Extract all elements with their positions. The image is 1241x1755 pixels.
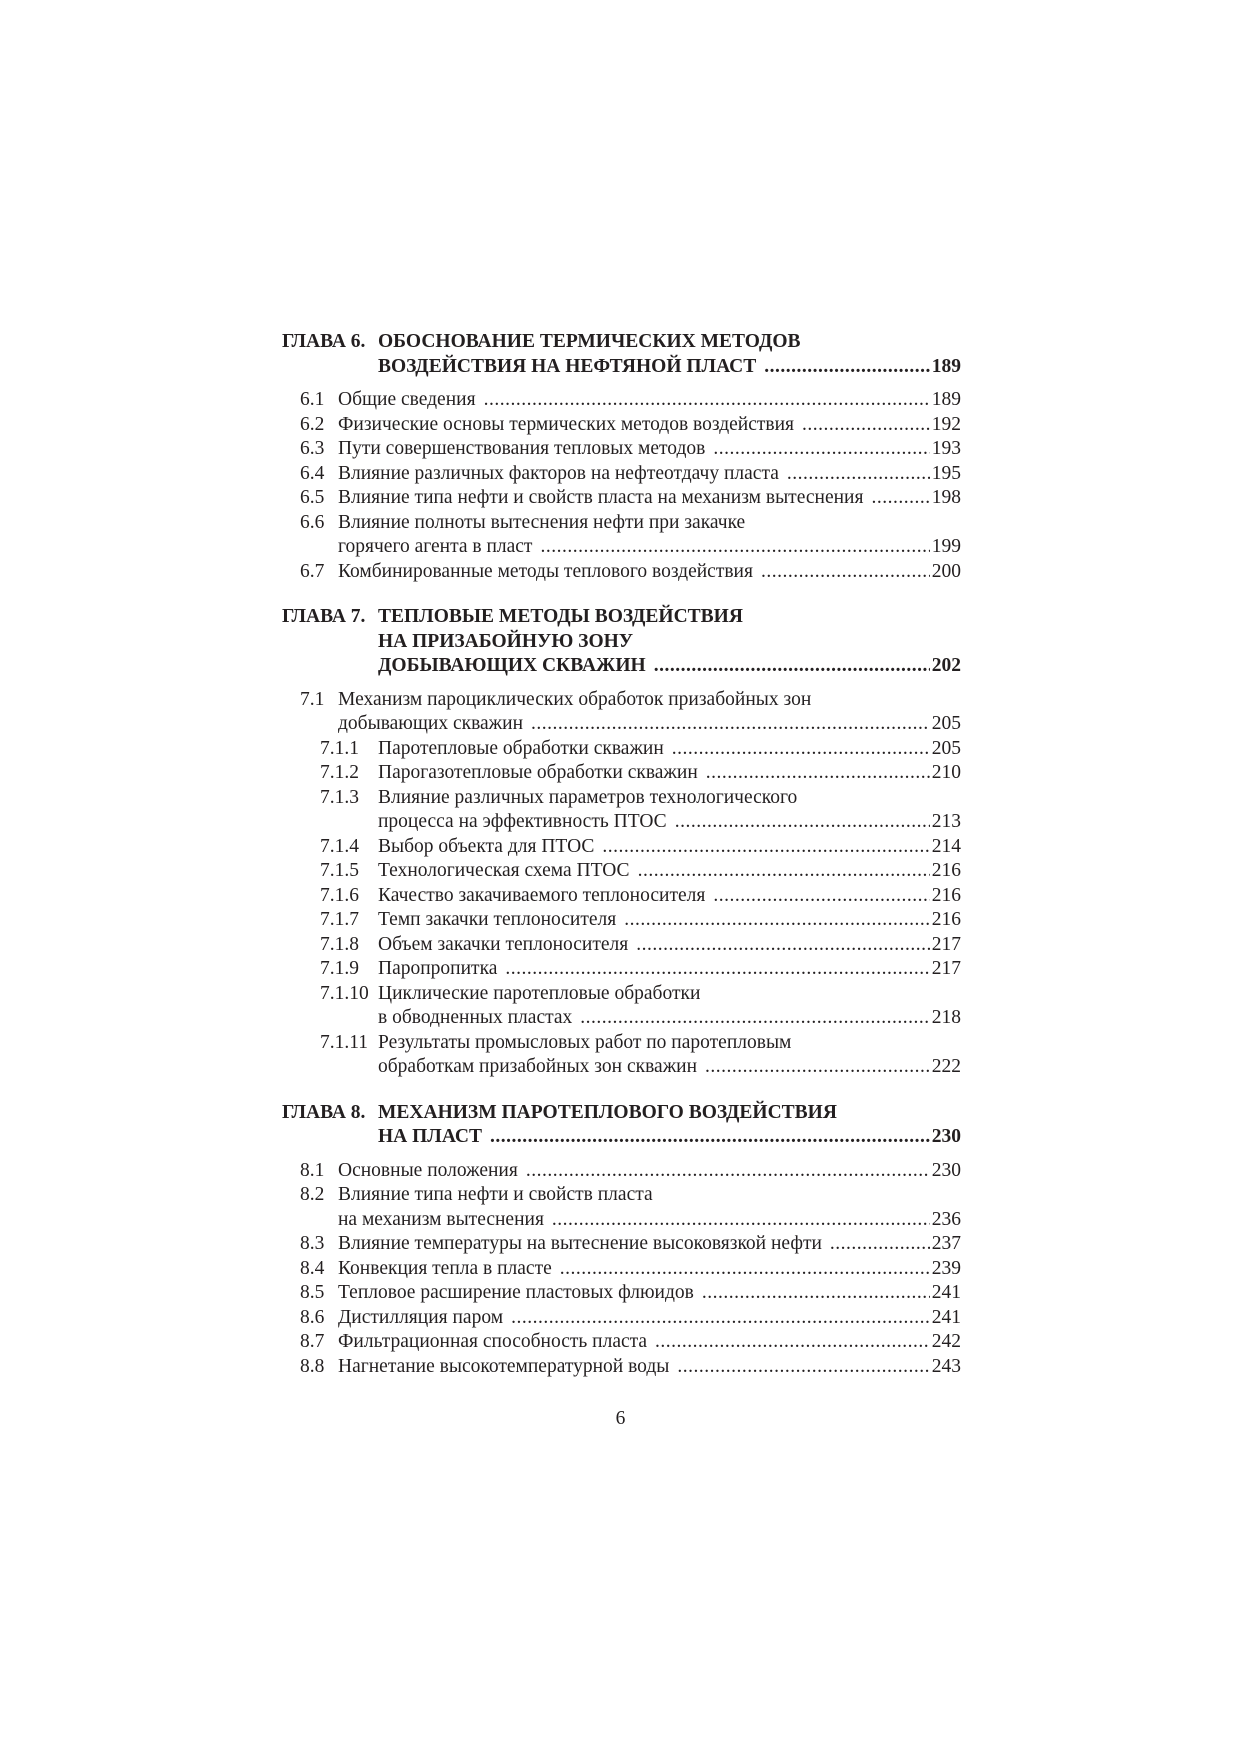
- section-number: 7.1.6: [320, 884, 359, 906]
- section-title: [338, 437, 961, 462]
- section-page: 193: [931, 438, 961, 459]
- section-title: [378, 786, 961, 835]
- dot-leader: [830, 1232, 930, 1257]
- dot-leader: [552, 1208, 930, 1233]
- chapter-label: ГЛАВА 7.: [282, 606, 366, 627]
- dot-leader: [802, 413, 930, 438]
- dot-leader: [706, 761, 930, 786]
- dot-leader: [526, 1159, 930, 1184]
- section-leader-line: [338, 1232, 961, 1257]
- toc-entry[interactable]: [282, 486, 961, 511]
- section-leader-line: [338, 535, 961, 560]
- section-title: Паропропитка: [378, 958, 498, 979]
- section-page: 241: [931, 1282, 961, 1303]
- toc-entry[interactable]: [282, 1355, 961, 1380]
- section-leader-line: [378, 1006, 961, 1031]
- section-page: 236: [931, 1208, 961, 1230]
- toc-entry[interactable]: [282, 859, 961, 884]
- section-title: Комбинированные методы теплового воздействия: [338, 560, 753, 582]
- section-title: [338, 1257, 961, 1282]
- section-title-line: Влияние различных параметров технологического: [378, 786, 798, 808]
- chapter-title: ДОБЫВАЮЩИХ СКВАЖИН: [378, 655, 646, 676]
- section-title-line: Механизм пароциклических обработок призабойных зон: [338, 688, 812, 710]
- section-title: [338, 486, 961, 511]
- chapter-page: 230: [931, 1126, 961, 1147]
- toc-entry[interactable]: [282, 737, 961, 762]
- section-number-text: 8.4: [300, 1257, 325, 1279]
- section-leader-line: [378, 835, 961, 860]
- dot-leader: [672, 737, 930, 762]
- section-number-text: 8.8: [300, 1355, 325, 1377]
- section-number: 7.1.3: [320, 786, 359, 808]
- section-title: [338, 1330, 961, 1355]
- toc-entry[interactable]: [282, 982, 961, 1031]
- section-leader-line: [338, 560, 961, 585]
- section-number: 7.1.8: [320, 933, 359, 955]
- section-page: 199: [931, 536, 961, 557]
- section-title-line: Влияние полноты вытеснения нефти при закачке: [338, 511, 746, 533]
- section-page: 222: [931, 1056, 961, 1077]
- section-page: 189: [931, 389, 961, 410]
- toc-entry[interactable]: [282, 511, 961, 560]
- section-number: [282, 1232, 324, 1257]
- section-number: [282, 1281, 324, 1306]
- section-leader-line: [338, 388, 961, 413]
- section-title: [338, 1306, 961, 1331]
- chapter-title: [378, 330, 961, 379]
- section-title: [378, 908, 961, 933]
- section-title: Технологическая схема ПТОС: [378, 860, 630, 881]
- section-number-text: 6.7: [300, 560, 325, 582]
- section-title: [338, 388, 961, 413]
- section-number-text: 8.6: [300, 1306, 325, 1328]
- dot-leader: [761, 560, 930, 585]
- toc-entry[interactable]: [282, 1183, 961, 1232]
- section-title: Нагнетание высокотемпературной воды: [338, 1355, 670, 1377]
- section-number: [282, 560, 324, 585]
- chapter-title-line: ТЕПЛОВЫЕ МЕТОДЫ ВОЗДЕЙСТВИЯ: [378, 606, 743, 627]
- section-leader-line: [378, 884, 961, 909]
- section-number: 7.1.5: [320, 860, 359, 881]
- section-number-text: 6.5: [300, 487, 325, 508]
- section-number: 7.1.4: [320, 835, 359, 857]
- dot-leader: [871, 486, 929, 511]
- toc-entry[interactable]: [282, 1232, 961, 1257]
- chapter-title: [378, 1101, 961, 1150]
- section-leader-line: [338, 437, 961, 462]
- section-title: [338, 1281, 961, 1306]
- dot-leader: [764, 355, 929, 380]
- toc-entry[interactable]: [282, 388, 961, 413]
- section-title: процесса на эффективность ПТОС: [378, 811, 667, 832]
- section-title: Пути совершенствования тепловых методов: [338, 438, 706, 459]
- table-of-contents: [282, 330, 961, 1379]
- section-leader-line: [378, 957, 961, 982]
- dot-leader: [675, 810, 930, 835]
- section-number: [282, 1306, 324, 1331]
- toc-entry[interactable]: [282, 437, 961, 462]
- section-title: [378, 957, 961, 982]
- section-title: Физические основы термических методов воздействия: [338, 413, 795, 435]
- toc-entry[interactable]: [282, 1031, 961, 1080]
- section-title: Общие сведения: [338, 389, 476, 410]
- section-title: [378, 933, 961, 958]
- section-title: Паротепловые обработки скважин: [378, 737, 664, 759]
- chapter-label: ГЛАВА 6.: [282, 331, 366, 352]
- chapter-heading[interactable]: [282, 330, 961, 379]
- section-page: 205: [931, 713, 961, 734]
- dot-leader: [624, 908, 930, 933]
- section-number: 7.1.7: [320, 909, 359, 930]
- section-title: [338, 1355, 961, 1380]
- chapter-label: ГЛАВА 8.: [282, 1101, 366, 1123]
- section-title: Влияние температуры на вытеснение высоковязкой нефти: [338, 1233, 822, 1254]
- dot-leader: [505, 957, 929, 982]
- section-page: 218: [931, 1007, 961, 1028]
- section-number-text: 6.3: [300, 438, 325, 459]
- section-title: в обводненных пластах: [378, 1007, 573, 1028]
- section-title: [338, 560, 961, 585]
- section-number: [282, 1257, 324, 1282]
- section-title: [338, 1232, 961, 1257]
- section-number: [282, 437, 324, 462]
- section-title-line: Влияние типа нефти и свойств пласта: [338, 1184, 653, 1205]
- section-page: 239: [931, 1257, 961, 1279]
- section-title: Влияние различных факторов на нефтеотдачу пласта: [338, 462, 779, 484]
- section-number: [282, 1183, 324, 1232]
- dot-leader: [702, 1281, 930, 1306]
- dot-leader: [638, 859, 930, 884]
- toc-entry[interactable]: [282, 957, 961, 982]
- toc-entry[interactable]: [282, 835, 961, 860]
- toc-entry[interactable]: [282, 786, 961, 835]
- toc-entry[interactable]: [282, 884, 961, 909]
- section-leader-line: [378, 761, 961, 786]
- page-number: 6: [615, 1408, 626, 1429]
- dot-leader: [787, 462, 930, 487]
- section-leader-line: [338, 1355, 961, 1380]
- chapter-title-line: МЕХАНИЗМ ПАРОТЕПЛОВОГО ВОЗДЕЙСТВИЯ: [378, 1101, 837, 1123]
- section-title: [378, 982, 961, 1031]
- chapter-title: ВОЗДЕЙСТВИЯ НА НЕФТЯНОЙ ПЛАСТ: [378, 355, 757, 377]
- section-number: [282, 486, 324, 511]
- section-number-text: 8.3: [300, 1233, 325, 1254]
- dot-leader: [580, 1006, 929, 1031]
- section-leader-line: [338, 1281, 961, 1306]
- section-leader-line: [338, 486, 961, 511]
- section-number-text: 8.7: [300, 1331, 325, 1352]
- section-title: добывающих скважин: [338, 713, 524, 734]
- section-page: 217: [931, 958, 961, 979]
- section-page: 198: [931, 487, 961, 508]
- dot-leader: [540, 535, 929, 560]
- section-number-text: 6.2: [300, 413, 325, 435]
- section-number-text: 6.6: [300, 511, 325, 533]
- section-leader-line: [378, 1055, 961, 1080]
- section-title: Фильтрационная способность пласта: [338, 1331, 648, 1352]
- section-page: 216: [931, 909, 961, 930]
- dot-leader: [705, 1055, 930, 1080]
- section-title: Влияние типа нефти и свойств пласта на механизм вытеснения: [338, 487, 864, 508]
- toc-entry[interactable]: [282, 761, 961, 786]
- section-title: горячего агента в пласт: [338, 536, 533, 557]
- chapter-leader-line: [378, 654, 961, 679]
- section-title: Конвекция тепла в пласте: [338, 1257, 552, 1279]
- section-leader-line: [338, 1208, 961, 1233]
- section-title: [378, 859, 961, 884]
- section-number: [282, 1355, 324, 1380]
- section-title: [338, 413, 961, 438]
- section-page: 200: [931, 560, 961, 582]
- section-title: [378, 737, 961, 762]
- dot-leader: [511, 1306, 930, 1331]
- section-page: 216: [931, 884, 961, 906]
- dot-leader: [654, 654, 930, 679]
- section-number: [282, 1159, 324, 1184]
- dot-leader: [531, 712, 930, 737]
- section-leader-line: [378, 859, 961, 884]
- section-title: на механизм вытеснения: [338, 1208, 544, 1230]
- section-page: 241: [931, 1306, 961, 1328]
- section-title: Выбор объекта для ПТОС: [378, 835, 595, 857]
- dot-leader: [490, 1125, 930, 1150]
- dot-leader: [484, 388, 930, 413]
- section-title: Тепловое расширение пластовых флюидов: [338, 1282, 694, 1303]
- toc-entry[interactable]: [282, 688, 961, 737]
- section-page: 230: [931, 1159, 961, 1181]
- section-number: 7.1.1: [320, 737, 359, 759]
- chapter-leader-line: [378, 355, 961, 380]
- dot-leader: [560, 1257, 930, 1282]
- section-number: [282, 462, 324, 487]
- toc-entry[interactable]: [282, 560, 961, 585]
- section-title-line: Циклические паротепловые обработки: [378, 982, 701, 1004]
- section-page: 242: [931, 1331, 961, 1352]
- chapter-leader-line: [378, 1125, 961, 1150]
- section-number: 7.1.9: [320, 958, 359, 979]
- section-title: [378, 835, 961, 860]
- section-number: [282, 1330, 324, 1355]
- section-number-text: 8.5: [300, 1282, 325, 1303]
- toc-entry[interactable]: [282, 1330, 961, 1355]
- chapter-page: 189: [931, 355, 961, 377]
- section-number-text: 8.1: [300, 1159, 325, 1181]
- section-number: 7.1.2: [320, 762, 359, 783]
- section-number: [282, 511, 324, 560]
- toc-entry[interactable]: [282, 908, 961, 933]
- section-page: 237: [931, 1233, 961, 1254]
- section-page: 205: [931, 737, 961, 759]
- section-title: Качество закачиваемого теплоносителя: [378, 884, 706, 906]
- section-number-text: 8.2: [300, 1184, 325, 1205]
- section-leader-line: [378, 908, 961, 933]
- section-leader-line: [338, 1330, 961, 1355]
- section-leader-line: [338, 1257, 961, 1282]
- section-title: Парогазотепловые обработки скважин: [378, 762, 698, 783]
- toc-entry[interactable]: [282, 462, 961, 487]
- chapter-heading[interactable]: [282, 605, 961, 679]
- section-title: [338, 688, 961, 737]
- toc-entry[interactable]: [282, 1159, 961, 1184]
- section-title: [378, 1031, 961, 1080]
- section-title: [338, 1159, 961, 1184]
- dot-leader: [636, 933, 930, 958]
- section-title: [378, 761, 961, 786]
- section-number: [282, 388, 324, 413]
- section-page: 210: [931, 762, 961, 783]
- chapter-page: 202: [931, 655, 961, 676]
- toc-entry[interactable]: [282, 1306, 961, 1331]
- dot-leader: [713, 884, 929, 909]
- section-title: [338, 511, 961, 560]
- section-leader-line: [338, 462, 961, 487]
- section-title: Темп закачки теплоносителя: [378, 909, 617, 930]
- dot-leader: [602, 835, 929, 860]
- dot-leader: [655, 1330, 930, 1355]
- section-title: Дистилляция паром: [338, 1306, 504, 1328]
- section-page: 192: [931, 413, 961, 435]
- toc-entry[interactable]: [282, 1257, 961, 1282]
- section-leader-line: [338, 712, 961, 737]
- toc-entry[interactable]: [282, 1281, 961, 1306]
- section-number: 7.1.11: [320, 1031, 369, 1053]
- section-title: [338, 462, 961, 487]
- section-page: 213: [931, 811, 961, 832]
- chapter-title: [378, 605, 961, 679]
- section-number-text: 7.1: [300, 688, 325, 710]
- section-page: 243: [931, 1355, 961, 1377]
- section-title-line: Результаты промысловых работ по паротепловым: [378, 1031, 792, 1053]
- dot-leader: [677, 1355, 929, 1380]
- section-number: [282, 413, 324, 438]
- chapter-title-line: НА ПРИЗАБОЙНУЮ ЗОНУ: [378, 630, 634, 652]
- section-page: 217: [931, 933, 961, 955]
- section-title: [338, 1183, 961, 1232]
- section-number: [282, 688, 324, 737]
- section-title: обработкам призабойных зон скважин: [378, 1056, 698, 1077]
- section-page: 214: [931, 835, 961, 857]
- section-leader-line: [378, 810, 961, 835]
- section-title: Основные положения: [338, 1159, 518, 1181]
- section-number-text: 6.4: [300, 462, 325, 484]
- section-leader-line: [338, 1159, 961, 1184]
- toc-entry[interactable]: [282, 413, 961, 438]
- chapter-title-line: ОБОСНОВАНИЕ ТЕРМИЧЕСКИХ МЕТОДОВ: [378, 331, 801, 352]
- chapter-title: НА ПЛАСТ: [378, 1126, 483, 1147]
- section-page: 195: [931, 462, 961, 484]
- section-page: 216: [931, 860, 961, 881]
- section-leader-line: [378, 933, 961, 958]
- dot-leader: [713, 437, 929, 462]
- section-number-text: 6.1: [300, 389, 325, 410]
- toc-entry[interactable]: [282, 933, 961, 958]
- section-number: 7.1.10: [320, 982, 369, 1004]
- section-leader-line: [338, 1306, 961, 1331]
- section-leader-line: [378, 737, 961, 762]
- chapter-heading[interactable]: [282, 1101, 961, 1150]
- section-leader-line: [338, 413, 961, 438]
- section-title: [378, 884, 961, 909]
- section-title: Объем закачки теплоносителя: [378, 933, 629, 955]
